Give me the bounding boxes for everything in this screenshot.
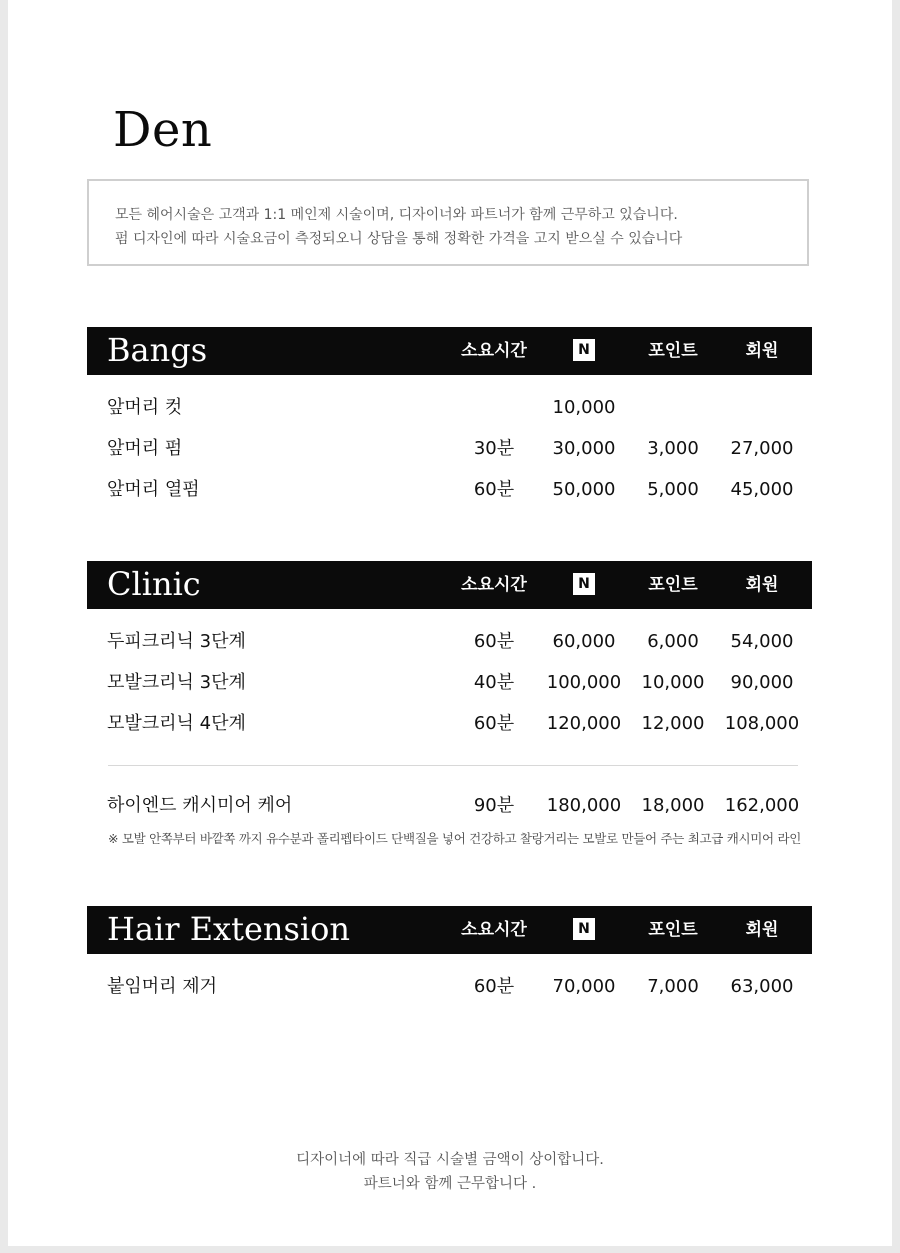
- table-row: [87, 972, 812, 1002]
- section-title: Hair Extension: [107, 910, 351, 948]
- table-row: [87, 475, 812, 505]
- service-member-price: 63,000: [730, 976, 794, 997]
- service-point: 7,000: [647, 976, 699, 997]
- service-time: 40분: [473, 672, 515, 693]
- service-price: 10,000: [552, 397, 616, 418]
- table-row: [87, 627, 812, 657]
- table-row: [87, 709, 812, 739]
- column-time: 소요시간: [461, 920, 527, 940]
- table-row: [87, 791, 812, 821]
- service-price: 60,000: [552, 631, 616, 652]
- service-name: 앞머리 컷: [107, 397, 183, 418]
- service-point: 12,000: [641, 713, 705, 734]
- service-name: 모발크리닉 4단계: [107, 713, 246, 734]
- notice-line-1: 모든 헤어시술은 고객과 1:1 메인제 시술이며, 디자이너와 파트너가 함께 근무하고 있습니다.: [115, 207, 678, 223]
- service-point: 5,000: [647, 479, 699, 500]
- page-title: Den: [113, 102, 213, 158]
- service-member-price: 27,000: [730, 438, 794, 459]
- service-name: 하이엔드 캐시미어 케어: [107, 795, 293, 816]
- section-header-clinic: [87, 561, 812, 609]
- service-member-price: 45,000: [730, 479, 794, 500]
- column-naver: [534, 561, 634, 609]
- service-time: 60분: [473, 479, 515, 500]
- service-price: 120,000: [546, 713, 622, 734]
- column-naver: [534, 327, 634, 375]
- naver-n-icon: N: [573, 918, 595, 940]
- table-row: [87, 393, 812, 423]
- footer-note: [8, 1148, 892, 1196]
- service-member-price: 54,000: [730, 631, 794, 652]
- column-time: 소요시간: [461, 341, 527, 361]
- service-point: 18,000: [641, 795, 705, 816]
- service-price: 30,000: [552, 438, 616, 459]
- service-time: 60분: [473, 713, 515, 734]
- service-price: 180,000: [546, 795, 622, 816]
- column-member: 회원: [745, 920, 779, 940]
- naver-n-icon: N: [573, 573, 595, 595]
- section-header-bangs: [87, 327, 812, 375]
- service-point: 10,000: [641, 672, 705, 693]
- service-point: 3,000: [647, 438, 699, 459]
- table-row: [87, 434, 812, 464]
- column-naver: [534, 906, 634, 954]
- service-member-price: 162,000: [724, 795, 800, 816]
- service-name: 앞머리 열펌: [107, 479, 200, 500]
- column-point: 포인트: [648, 575, 698, 595]
- cashmere-footnote: ※ 모발 안쪽부터 바깥쪽 까지 유수분과 폴리펩타이드 단백질을 넣어 건강하고 찰랑거리는 모발로 만들어 주는 최고급 캐시미어 라인: [108, 831, 802, 846]
- table-row: [87, 668, 812, 698]
- service-price: 100,000: [546, 672, 622, 693]
- row-divider: [108, 765, 798, 766]
- price-list-page: [8, 0, 892, 1246]
- service-time: 90분: [473, 795, 515, 816]
- notice-box: [87, 179, 809, 266]
- section-title: Clinic: [107, 565, 201, 603]
- column-point: 포인트: [648, 341, 698, 361]
- service-price: 50,000: [552, 479, 616, 500]
- column-time: 소요시간: [461, 575, 527, 595]
- service-name: 모발크리닉 3단계: [107, 672, 246, 693]
- service-name: 앞머리 펌: [107, 438, 183, 459]
- service-price: 70,000: [552, 976, 616, 997]
- column-member: 회원: [745, 575, 779, 595]
- service-point: 6,000: [647, 631, 699, 652]
- notice-line-2: 펌 디자인에 따라 시술요금이 측정되오니 상담을 통해 정확한 가격을 고지 받으실 수 있습니다: [115, 231, 683, 247]
- section-header-hair-extension: [87, 906, 812, 954]
- service-time: 60분: [473, 631, 515, 652]
- service-member-price: 108,000: [724, 713, 800, 734]
- service-name: 두피크리닉 3단계: [107, 631, 246, 652]
- column-point: 포인트: [648, 920, 698, 940]
- naver-n-icon: N: [573, 339, 595, 361]
- section-title: Bangs: [107, 331, 208, 369]
- service-member-price: 90,000: [730, 672, 794, 693]
- footer-line-1: 디자이너에 따라 직급 시술별 금액이 상이합니다.: [296, 1152, 604, 1168]
- service-name: 붙임머리 제거: [107, 976, 218, 997]
- service-time: 60분: [473, 976, 515, 997]
- service-time: 30분: [473, 438, 515, 459]
- footer-line-2: 파트너와 함께 근무합니다 .: [363, 1176, 537, 1192]
- column-member: 회원: [745, 341, 779, 361]
